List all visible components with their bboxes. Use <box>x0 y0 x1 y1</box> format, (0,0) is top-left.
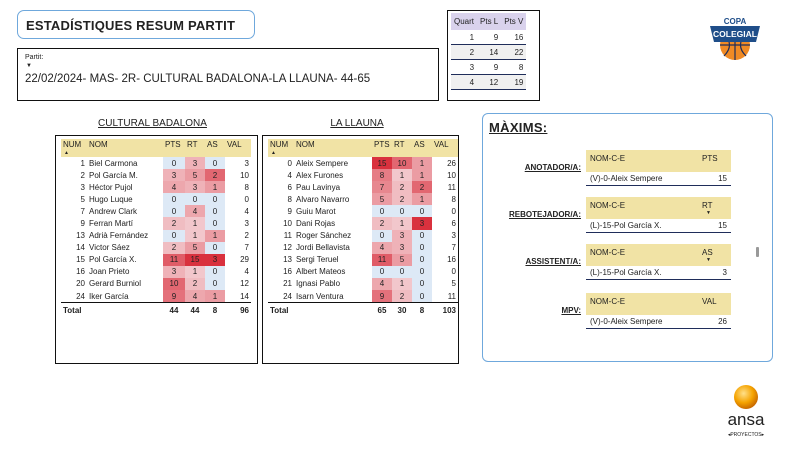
total-cell: 103 <box>432 303 458 318</box>
stat-cell: 16 <box>447 255 456 265</box>
stat-cell: 0 <box>372 230 392 242</box>
table-row <box>268 217 458 229</box>
maxim-label: ANOTADOR/A: <box>524 163 581 172</box>
table-row <box>61 266 251 278</box>
stat-cell: 2 <box>185 278 205 290</box>
stat-cell: 14 <box>240 291 249 301</box>
total-cell: 96 <box>225 303 251 318</box>
maxim-card-header <box>586 150 731 172</box>
stat-cell: 0 <box>205 266 225 278</box>
stat-cell: 3 <box>80 182 85 192</box>
stat-cell: Jordi Bellavista <box>296 243 350 253</box>
quarters-row <box>451 60 526 75</box>
column-header-val[interactable]: VAL <box>225 139 251 157</box>
quarters-cell: 3 <box>451 60 477 75</box>
stat-cell: 2 <box>80 170 85 180</box>
table-row <box>61 181 251 193</box>
maxim-col-stat[interactable]: VAL <box>702 297 717 306</box>
quarters-cell: 9 <box>477 60 501 75</box>
stat-cell: 0 <box>205 157 225 169</box>
stat-cell: 15 <box>76 255 85 265</box>
stat-cell: 0 <box>412 278 432 290</box>
total-cell: 65 <box>372 303 392 318</box>
stat-cell: 11 <box>447 291 456 301</box>
stat-cell: 0 <box>412 290 432 303</box>
svg-text:COPA: COPA <box>723 17 747 26</box>
total-row <box>61 303 251 318</box>
maxim-col-name[interactable]: NOM-C-E <box>590 154 626 163</box>
stat-cell: 1 <box>80 158 85 168</box>
stat-cell: 16 <box>283 267 292 277</box>
maxim-value: 3 <box>722 268 727 277</box>
stat-cell: 1 <box>392 169 412 181</box>
table-row <box>61 290 251 303</box>
maxim-value: 15 <box>718 174 727 183</box>
table-row <box>268 181 458 193</box>
maxim-col-name[interactable]: NOM-C-E <box>590 201 626 210</box>
stat-cell: 3 <box>185 157 205 169</box>
total-cell: 30 <box>392 303 412 318</box>
maxim-card <box>586 244 731 280</box>
table-row <box>268 290 458 303</box>
sort-ascending-icon[interactable]: ▲ <box>64 150 69 156</box>
scrollbar[interactable] <box>756 247 759 257</box>
column-header-num[interactable]: NUM ▲ <box>61 139 87 157</box>
stat-cell: 26 <box>447 158 456 168</box>
maxims-title: MÀXIMS: <box>489 120 548 135</box>
maxim-card <box>586 293 731 329</box>
stat-cell: 24 <box>76 291 85 301</box>
stat-cell: 0 <box>205 278 225 290</box>
stat-cell: 2 <box>244 231 249 241</box>
stat-cell: 2 <box>392 181 412 193</box>
stat-cell: 8 <box>244 182 249 192</box>
stat-cell: 6 <box>287 182 292 192</box>
sort-descending-icon[interactable]: ▼ <box>706 257 711 263</box>
stat-cell: 0 <box>163 205 185 217</box>
stat-cell: 0 <box>163 230 185 242</box>
stat-cell: 0 <box>163 193 185 205</box>
stat-cell: 1 <box>185 217 205 229</box>
home-team-title: CULTURAL BADALONA <box>98 118 207 129</box>
quarters-cell: 8 <box>501 60 526 75</box>
stat-cell: Pau Lavinya <box>296 182 341 192</box>
stat-cell: 8 <box>451 194 456 204</box>
stat-cell: 0 <box>412 254 432 266</box>
stat-cell: 10 <box>447 170 456 180</box>
stat-cell: 1 <box>412 169 432 181</box>
stat-cell: Alvaro Navarro <box>296 194 350 204</box>
stat-cell: 0 <box>412 230 432 242</box>
total-cell: 8 <box>412 303 432 318</box>
stat-cell: 7 <box>80 206 85 216</box>
maxim-col-stat[interactable]: AS <box>702 248 713 257</box>
stat-cell: Isarn Ventura <box>296 291 344 301</box>
orange-sphere-icon <box>734 385 758 409</box>
stat-cell: 3 <box>205 254 225 266</box>
stat-cell: Andrew Clark <box>89 206 138 216</box>
stat-cell: 1 <box>412 157 432 169</box>
stat-cell: 5 <box>372 193 392 205</box>
quarters-cell: 14 <box>477 45 501 60</box>
stat-cell: Guiu Marot <box>296 206 336 216</box>
table-row <box>268 205 458 217</box>
table-row <box>268 169 458 181</box>
stat-cell: 5 <box>80 194 85 204</box>
stat-cell: Aleix Sempere <box>296 158 349 168</box>
maxim-card-row <box>586 315 731 329</box>
stat-cell: 2 <box>372 217 392 229</box>
stat-cell: 3 <box>163 169 185 181</box>
stat-cell: 2 <box>392 290 412 303</box>
stat-cell: 7 <box>244 243 249 253</box>
stat-cell: 0 <box>185 193 205 205</box>
stat-cell: 0 <box>287 158 292 168</box>
maxim-card-header <box>586 197 731 219</box>
stat-cell: Joan Prieto <box>89 267 130 277</box>
stat-cell: 0 <box>392 205 412 217</box>
maxim-player: (L)-15-Pol García X. <box>590 268 662 277</box>
stat-cell: 12 <box>283 243 292 253</box>
stat-cell: Dani Rojas <box>296 219 336 229</box>
quarters-cell: 9 <box>477 30 501 45</box>
chevron-down-icon[interactable]: ▼ <box>26 63 32 69</box>
stat-cell: 0 <box>372 205 392 217</box>
maxim-player: (L)-15-Pol García X. <box>590 221 662 230</box>
stat-cell: 0 <box>163 157 185 169</box>
maxim-label: MPV: <box>561 306 581 315</box>
total-row <box>268 303 458 318</box>
stat-cell: 21 <box>283 279 292 289</box>
maxim-player: (V)-0-Aleix Sempere <box>590 317 663 326</box>
away-team-title: LA LLAUNA <box>330 118 384 129</box>
maxim-card-header <box>586 244 731 266</box>
stat-cell: 29 <box>240 255 249 265</box>
stat-cell: 6 <box>451 219 456 229</box>
total-cell: 44 <box>163 303 185 318</box>
table-row <box>268 230 458 242</box>
table-row <box>61 278 251 290</box>
away-team-table <box>262 135 459 364</box>
stat-cell: 4 <box>372 242 392 254</box>
quarters-row <box>451 45 526 60</box>
quarters-header-pts-l[interactable]: Pts L <box>477 13 501 30</box>
stat-cell: Alex Furones <box>296 170 344 180</box>
quarters-cell: 22 <box>501 45 526 60</box>
page-title: ESTADÍSTIQUES RESUM PARTIT <box>26 18 236 33</box>
stat-cell: 11 <box>447 182 456 192</box>
match-filter-label: Partit: <box>25 54 44 61</box>
stat-cell: 3 <box>412 217 432 229</box>
maxims-panel <box>482 113 773 362</box>
table-row <box>61 254 251 266</box>
stat-cell: 13 <box>283 255 292 265</box>
stat-cell: 0 <box>392 266 412 278</box>
stat-cell: 11 <box>372 254 392 266</box>
maxim-value: 26 <box>718 317 727 326</box>
stat-cell: 1 <box>205 230 225 242</box>
quarters-row <box>451 30 526 45</box>
stat-cell: Pol García X. <box>89 255 137 265</box>
stat-cell: 8 <box>287 194 292 204</box>
stat-cell: 20 <box>76 279 85 289</box>
stat-cell: Iker García <box>89 291 129 301</box>
stat-cell: 3 <box>244 219 249 229</box>
stat-cell: Sergi Teruel <box>296 255 339 265</box>
column-header-pts[interactable]: PTS <box>163 139 185 157</box>
stat-cell: 0 <box>205 242 225 254</box>
stat-cell: 10 <box>283 219 292 229</box>
stat-cell: 2 <box>163 242 185 254</box>
quarters-cell: 1 <box>451 30 477 45</box>
quarters-cell: 16 <box>501 30 526 45</box>
column-header-nom[interactable]: NOM <box>294 139 372 157</box>
table-row <box>61 169 251 181</box>
stat-cell: Hugo Luque <box>89 194 133 204</box>
column-header-as[interactable]: AS <box>412 139 432 157</box>
stat-cell: 0 <box>412 242 432 254</box>
table-row <box>61 193 251 205</box>
stat-cell: 0 <box>372 266 392 278</box>
stat-cell: 4 <box>287 170 292 180</box>
total-cell <box>87 303 163 318</box>
stat-cell: 8 <box>372 169 392 181</box>
page-title-box <box>17 10 255 39</box>
stat-cell: 2 <box>205 169 225 181</box>
table-row <box>268 254 458 266</box>
stat-cell: Héctor Pujol <box>89 182 133 192</box>
maxim-player: (V)-0-Aleix Sempere <box>590 174 663 183</box>
stat-cell: 5 <box>185 242 205 254</box>
stat-cell: 9 <box>163 290 185 303</box>
quarters-header-quart[interactable]: Quart <box>451 13 477 30</box>
maxim-col-name[interactable]: NOM-C-E <box>590 297 626 306</box>
stat-cell: 1 <box>412 193 432 205</box>
stat-cell: 9 <box>80 219 85 229</box>
stat-cell: 14 <box>76 243 85 253</box>
home-team-table <box>55 135 258 364</box>
stat-cell: 4 <box>185 290 205 303</box>
sort-ascending-icon[interactable]: ▲ <box>271 150 276 156</box>
stat-cell: Pol García M. <box>89 170 138 180</box>
stat-cell: 1 <box>392 217 412 229</box>
stat-cell: 4 <box>372 278 392 290</box>
stat-cell: 5 <box>185 169 205 181</box>
stat-cell: 1 <box>185 266 205 278</box>
maxim-card <box>586 150 731 186</box>
stat-cell: 3 <box>185 181 205 193</box>
stat-cell: Roger Sánchez <box>296 231 352 241</box>
table-row <box>61 217 251 229</box>
stat-cell: 3 <box>392 230 412 242</box>
stat-cell: 11 <box>283 231 292 241</box>
maxim-value: 15 <box>718 221 727 230</box>
stat-cell: 7 <box>451 243 456 253</box>
stat-cell: 5 <box>451 279 456 289</box>
stat-cell: Ignasi Pablo <box>296 279 341 289</box>
stat-cell: 0 <box>205 193 225 205</box>
stat-cell: 13 <box>76 231 85 241</box>
ansa-proyectos-logo <box>720 383 772 441</box>
stat-cell: Gerard Burniol <box>89 279 142 289</box>
column-header-rt[interactable]: RT <box>185 139 205 157</box>
svg-text:COLEGIAL: COLEGIAL <box>713 29 757 39</box>
stat-cell: 4 <box>244 206 249 216</box>
table-row <box>61 157 251 169</box>
column-header-val[interactable]: VAL <box>432 139 458 157</box>
stat-cell: 0 <box>412 266 432 278</box>
maxim-col-stat[interactable]: PTS <box>702 154 718 163</box>
column-header-nom[interactable]: NOM <box>87 139 163 157</box>
total-cell: 8 <box>205 303 225 318</box>
maxim-card-row <box>586 172 731 186</box>
stat-cell: 0 <box>412 205 432 217</box>
stat-cell: 9 <box>287 206 292 216</box>
maxim-col-stat[interactable]: RT <box>702 201 713 210</box>
table-row <box>61 205 251 217</box>
maxim-label: REBOTEJADOR/A: <box>508 210 581 219</box>
stat-cell: 16 <box>76 267 85 277</box>
sort-descending-icon[interactable]: ▼ <box>706 210 711 216</box>
total-cell <box>294 303 372 318</box>
stat-cell: 4 <box>163 181 185 193</box>
stat-cell: 5 <box>392 254 412 266</box>
total-cell: Total <box>268 303 294 318</box>
table-row <box>268 242 458 254</box>
stat-cell: 0 <box>205 217 225 229</box>
stat-cell: 1 <box>392 278 412 290</box>
maxim-card-row <box>586 219 731 233</box>
stat-cell: 10 <box>163 278 185 290</box>
total-cell: 44 <box>185 303 205 318</box>
column-header-as[interactable]: AS <box>205 139 225 157</box>
table-row <box>268 278 458 290</box>
table-row <box>61 230 251 242</box>
stat-cell: 3 <box>451 231 456 241</box>
table-row <box>268 266 458 278</box>
stat-cell: 0 <box>205 205 225 217</box>
stat-cell: 0 <box>451 206 456 216</box>
maxim-col-name[interactable]: NOM-C-E <box>590 248 626 257</box>
stat-cell: 1 <box>205 181 225 193</box>
table-row <box>61 242 251 254</box>
stat-cell: 0 <box>244 194 249 204</box>
maxim-card <box>586 197 731 233</box>
stat-cell: 10 <box>240 170 249 180</box>
table-row <box>268 157 458 169</box>
maxim-card-row <box>586 266 731 280</box>
stat-cell: Victor Sáez <box>89 243 130 253</box>
maxim-card-header <box>586 293 731 315</box>
stat-cell: 2 <box>392 193 412 205</box>
stat-cell: 7 <box>372 181 392 193</box>
svg-text:ansa: ansa <box>727 410 765 429</box>
maxim-label: ASSISTENT/A: <box>525 257 581 266</box>
svg-text:◂PROYECTOS▸: ◂PROYECTOS▸ <box>727 432 765 438</box>
stat-cell: 3 <box>244 158 249 168</box>
stat-cell: Adrià Fernández <box>89 231 149 241</box>
stat-cell: 11 <box>163 254 185 266</box>
quarters-row <box>451 75 526 90</box>
stat-cell: 12 <box>240 279 249 289</box>
stat-cell: 4 <box>244 267 249 277</box>
stat-cell: Biel Carmona <box>89 158 138 168</box>
stat-cell: 3 <box>392 242 412 254</box>
stat-cell: 2 <box>412 181 432 193</box>
quarters-header-pts-v[interactable]: Pts V <box>501 13 526 30</box>
stat-cell: 9 <box>372 290 392 303</box>
quarters-cell: 4 <box>451 75 477 90</box>
stat-cell: Ferran Martí <box>89 219 134 229</box>
match-filter-value: 22/02/2024- MAS- 2R- CULTURAL BADALONA-LA LLAUNA- 44-65 <box>25 73 371 85</box>
match-filter[interactable] <box>17 48 439 101</box>
stat-cell: 10 <box>392 157 412 169</box>
stat-cell: 4 <box>185 205 205 217</box>
quarters-cell: 19 <box>501 75 526 90</box>
table-row <box>268 193 458 205</box>
total-cell: Total <box>61 303 87 318</box>
stat-cell: 2 <box>163 217 185 229</box>
column-header-rt[interactable]: RT <box>392 139 412 157</box>
copa-colegial-logo <box>702 12 768 62</box>
stat-cell: 0 <box>451 267 456 277</box>
stat-cell: 15 <box>185 254 205 266</box>
stat-cell: Albert Mateos <box>296 267 346 277</box>
column-header-pts[interactable]: PTS <box>372 139 392 157</box>
quarters-cell: 12 <box>477 75 501 90</box>
stat-cell: 3 <box>163 266 185 278</box>
stat-cell: 15 <box>372 157 392 169</box>
quarters-table <box>447 10 540 101</box>
quarters-cell: 2 <box>451 45 477 60</box>
stat-cell: 1 <box>205 290 225 303</box>
stat-cell: 1 <box>185 230 205 242</box>
stat-cell: 24 <box>283 291 292 301</box>
column-header-num[interactable]: NUM ▲ <box>268 139 294 157</box>
